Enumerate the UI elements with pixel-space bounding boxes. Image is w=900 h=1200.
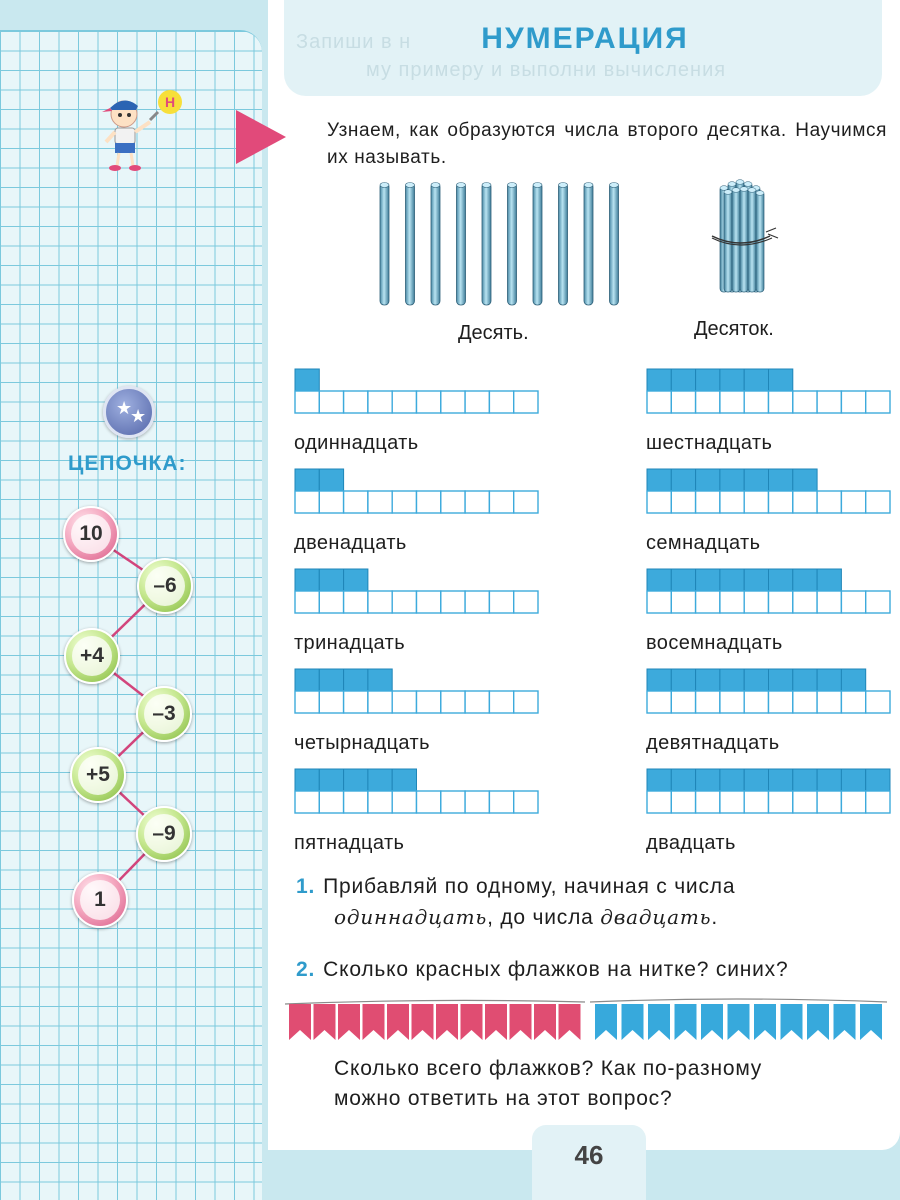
- number-word: одиннадцать: [294, 432, 419, 454]
- filled-cell: [841, 669, 865, 691]
- bundle-stick-top: [736, 180, 744, 185]
- empty-cell: [769, 691, 793, 713]
- empty-cell: [696, 491, 720, 513]
- empty-cell: [319, 491, 343, 513]
- empty-cell: [368, 491, 392, 513]
- empty-cell: [817, 691, 841, 713]
- bundle-stick-top: [724, 190, 732, 195]
- filled-cell: [720, 369, 744, 391]
- blue-flag: [595, 1004, 617, 1040]
- empty-cell: [392, 691, 416, 713]
- empty-cell: [392, 591, 416, 613]
- filled-cell: [769, 369, 793, 391]
- page-title: НУМЕРАЦИЯ: [481, 22, 689, 55]
- filled-cell: [793, 669, 817, 691]
- bundle-of-ten-illustration: [700, 172, 790, 307]
- task-2-followup: [334, 1054, 890, 1114]
- empty-cell: [489, 391, 513, 413]
- filled-cell: [744, 669, 768, 691]
- bundle-stick-top: [740, 187, 748, 192]
- chain-ball: [64, 628, 120, 684]
- cell-strip: [294, 768, 539, 814]
- red-flag: [461, 1004, 483, 1040]
- red-flag: [289, 1004, 311, 1040]
- filled-cell: [344, 669, 368, 691]
- red-flag: [363, 1004, 385, 1040]
- number-row-11: [294, 368, 539, 455]
- blue-flag: [675, 1004, 697, 1040]
- empty-cell: [671, 791, 695, 813]
- empty-cell: [489, 591, 513, 613]
- filled-cell: [696, 569, 720, 591]
- filled-cell: [671, 569, 695, 591]
- empty-cell: [319, 391, 343, 413]
- task-2-followup-line-1: Сколько всего флажков? Как по-разному: [334, 1057, 763, 1080]
- filled-cell: [295, 569, 319, 591]
- empty-cell: [841, 791, 865, 813]
- filled-cell: [793, 469, 817, 491]
- empty-cell: [720, 491, 744, 513]
- stars-badge-icon: ★ ★: [103, 386, 155, 438]
- blue-flag: [834, 1004, 856, 1040]
- filled-cell: [744, 569, 768, 591]
- red-flag: [314, 1004, 336, 1040]
- filled-cell: [744, 369, 768, 391]
- number-word: семнадцать: [646, 532, 761, 554]
- bundle-stick: [732, 188, 740, 292]
- task-2-followup-line-2: можно ответить на этот вопрос?: [334, 1087, 673, 1110]
- filled-cell: [817, 669, 841, 691]
- empty-cell: [866, 791, 890, 813]
- filled-cell: [720, 669, 744, 691]
- chain-ball: [70, 747, 126, 803]
- chain-ball-label: –3: [144, 694, 184, 734]
- empty-cell: [841, 691, 865, 713]
- empty-cell: [368, 591, 392, 613]
- blue-flag: [728, 1004, 750, 1040]
- cell-strip: [646, 568, 891, 614]
- blue-flag: [781, 1004, 803, 1040]
- stick: [533, 183, 542, 305]
- stick: [380, 183, 389, 305]
- empty-cell: [514, 791, 538, 813]
- empty-cell: [647, 691, 671, 713]
- chain-ball: [72, 872, 128, 928]
- empty-cell: [441, 691, 465, 713]
- filled-cell: [817, 569, 841, 591]
- empty-cell: [793, 591, 817, 613]
- empty-cell: [744, 391, 768, 413]
- empty-cell: [368, 791, 392, 813]
- empty-cell: [344, 691, 368, 713]
- chain-ball-label: 1: [80, 880, 120, 920]
- chain-ball-label: +5: [78, 755, 118, 795]
- filled-cell: [368, 769, 392, 791]
- empty-cell: [417, 591, 441, 613]
- empty-cell: [295, 791, 319, 813]
- stick-top: [533, 183, 542, 188]
- stick-top: [482, 183, 491, 188]
- empty-cell: [465, 591, 489, 613]
- chain-ball-label: +4: [72, 636, 112, 676]
- filled-cell: [671, 769, 695, 791]
- filled-cell: [319, 669, 343, 691]
- blue-flag: [701, 1004, 723, 1040]
- blue-flag: [807, 1004, 829, 1040]
- empty-cell: [696, 791, 720, 813]
- empty-cell: [368, 391, 392, 413]
- cell-strip: [294, 468, 539, 514]
- page-number: 46: [574, 1140, 604, 1170]
- empty-cell: [417, 791, 441, 813]
- filled-cell: [841, 769, 865, 791]
- empty-cell: [465, 791, 489, 813]
- cell-strip: [294, 568, 539, 614]
- stick: [610, 183, 619, 305]
- empty-cell: [441, 591, 465, 613]
- filled-cell: [319, 769, 343, 791]
- empty-cell: [866, 591, 890, 613]
- number-row-13: [294, 568, 539, 655]
- empty-cell: [514, 391, 538, 413]
- chain-ball: [63, 506, 119, 562]
- stick-top: [380, 183, 389, 188]
- empty-cell: [295, 691, 319, 713]
- faint-line-2: му примеру и выполни вычисления: [366, 59, 727, 81]
- filled-cell: [793, 569, 817, 591]
- empty-cell: [696, 591, 720, 613]
- empty-cell: [817, 591, 841, 613]
- empty-cell: [671, 491, 695, 513]
- empty-cell: [441, 491, 465, 513]
- empty-cell: [417, 391, 441, 413]
- empty-cell: [392, 491, 416, 513]
- number-row-20: [646, 768, 891, 855]
- empty-cell: [441, 391, 465, 413]
- stick: [482, 183, 491, 305]
- filled-cell: [647, 769, 671, 791]
- filled-cell: [769, 669, 793, 691]
- task-1-em-start: одиннадцать: [334, 905, 488, 929]
- task-1: [296, 872, 892, 933]
- chain-ball-label: –6: [145, 566, 185, 606]
- filled-cell: [295, 369, 319, 391]
- empty-cell: [489, 691, 513, 713]
- bundle-stick: [740, 187, 748, 292]
- empty-cell: [465, 391, 489, 413]
- stick: [406, 183, 415, 305]
- empty-cell: [441, 791, 465, 813]
- filled-cell: [295, 769, 319, 791]
- cell-strip: [646, 768, 891, 814]
- empty-cell: [514, 591, 538, 613]
- stick-top: [457, 183, 466, 188]
- task-1-text-b: , до числа: [487, 906, 601, 929]
- filled-cell: [769, 769, 793, 791]
- empty-cell: [696, 391, 720, 413]
- empty-cell: [744, 691, 768, 713]
- empty-cell: [744, 491, 768, 513]
- empty-cell: [417, 691, 441, 713]
- empty-cell: [465, 691, 489, 713]
- empty-cell: [647, 491, 671, 513]
- filled-cell: [720, 569, 744, 591]
- filled-cell: [392, 769, 416, 791]
- empty-cell: [514, 691, 538, 713]
- chain-ball-label: –9: [144, 814, 184, 854]
- filled-cell: [295, 469, 319, 491]
- empty-cell: [295, 591, 319, 613]
- empty-cell: [319, 691, 343, 713]
- empty-cell: [344, 391, 368, 413]
- number-word: девятнадцать: [646, 732, 780, 754]
- red-flag: [338, 1004, 360, 1040]
- number-word: двенадцать: [294, 532, 407, 554]
- task-1-number: 1.: [296, 875, 316, 898]
- bundle-stick: [748, 188, 756, 292]
- blue-flag: [754, 1004, 776, 1040]
- chain-ball: [136, 806, 192, 862]
- empty-cell: [514, 491, 538, 513]
- empty-cell: [368, 691, 392, 713]
- filled-cell: [696, 369, 720, 391]
- number-word: тринадцать: [294, 632, 406, 654]
- empty-cell: [417, 491, 441, 513]
- filled-cell: [647, 569, 671, 591]
- cell-strip: [646, 368, 891, 414]
- chain-label: ЦЕПОЧКА:: [68, 452, 187, 475]
- boy-character-icon: [100, 88, 190, 173]
- empty-cell: [841, 591, 865, 613]
- red-flag: [510, 1004, 532, 1040]
- task-2-number: 2.: [296, 958, 316, 981]
- filled-cell: [696, 469, 720, 491]
- filled-cell: [368, 669, 392, 691]
- empty-cell: [295, 491, 319, 513]
- faint-line-1: Запиши в н: [296, 31, 412, 53]
- filled-cell: [696, 669, 720, 691]
- empty-cell: [671, 391, 695, 413]
- filled-cell: [696, 769, 720, 791]
- cell-strip: [646, 468, 891, 514]
- empty-cell: [841, 491, 865, 513]
- stick: [584, 183, 593, 305]
- blue-flag: [648, 1004, 670, 1040]
- empty-cell: [344, 591, 368, 613]
- stick-top: [406, 183, 415, 188]
- filled-cell: [720, 469, 744, 491]
- flag-garland: [285, 996, 890, 1046]
- red-flag: [387, 1004, 409, 1040]
- empty-cell: [744, 791, 768, 813]
- filled-cell: [647, 369, 671, 391]
- stick-top: [508, 183, 517, 188]
- empty-cell: [720, 591, 744, 613]
- number-word: четырнадцать: [294, 732, 430, 754]
- filled-cell: [769, 469, 793, 491]
- number-row-16: [646, 368, 891, 455]
- empty-cell: [769, 591, 793, 613]
- filled-cell: [295, 669, 319, 691]
- empty-cell: [769, 791, 793, 813]
- filled-cell: [671, 469, 695, 491]
- empty-cell: [696, 691, 720, 713]
- empty-cell: [793, 391, 817, 413]
- number-row-17: [646, 468, 891, 555]
- stick-top: [559, 183, 568, 188]
- task-1-text: Прибавляй по одному, начиная с числа: [323, 875, 736, 898]
- empty-cell: [671, 691, 695, 713]
- filled-cell: [866, 769, 890, 791]
- stick: [508, 183, 517, 305]
- character-badge-letter: Н: [164, 94, 176, 110]
- empty-cell: [866, 691, 890, 713]
- number-word: шестнадцать: [646, 432, 773, 454]
- empty-cell: [720, 791, 744, 813]
- empty-cell: [344, 491, 368, 513]
- empty-cell: [319, 591, 343, 613]
- filled-cell: [769, 569, 793, 591]
- number-word: восемнадцать: [646, 632, 783, 654]
- empty-cell: [647, 791, 671, 813]
- task-2-text: Сколько красных флажков на нитке? синих?: [323, 958, 789, 981]
- empty-cell: [489, 491, 513, 513]
- filled-cell: [817, 769, 841, 791]
- filled-cell: [671, 369, 695, 391]
- empty-cell: [671, 591, 695, 613]
- stick-top: [584, 183, 593, 188]
- filled-cell: [319, 569, 343, 591]
- empty-cell: [720, 691, 744, 713]
- stick: [431, 183, 440, 305]
- bundle-stick-top: [744, 182, 752, 187]
- ten-sticks-illustration: [370, 175, 630, 310]
- chain-ball: [136, 686, 192, 742]
- stick: [559, 183, 568, 305]
- bundle-stick-top: [748, 188, 756, 193]
- chain-ball: [137, 558, 193, 614]
- number-row-14: [294, 668, 539, 755]
- empty-cell: [344, 791, 368, 813]
- cell-strip: [294, 668, 539, 714]
- bundle-stick-top: [728, 182, 736, 187]
- filled-cell: [793, 769, 817, 791]
- empty-cell: [841, 391, 865, 413]
- filled-cell: [344, 569, 368, 591]
- empty-cell: [866, 391, 890, 413]
- number-row-15: [294, 768, 539, 855]
- empty-cell: [866, 491, 890, 513]
- empty-cell: [817, 791, 841, 813]
- empty-cell: [295, 391, 319, 413]
- filled-cell: [344, 769, 368, 791]
- red-flag: [412, 1004, 434, 1040]
- caption-ten: Десять.: [458, 322, 529, 344]
- filled-cell: [744, 469, 768, 491]
- empty-cell: [793, 491, 817, 513]
- chain-ball-label: 10: [71, 514, 111, 554]
- intro-text: Узнаем, как образуются числа второго десятка. Научимся их называть.: [327, 120, 887, 168]
- empty-cell: [647, 591, 671, 613]
- number-row-19: [646, 668, 891, 755]
- task-2: [296, 955, 892, 985]
- empty-cell: [769, 491, 793, 513]
- stick: [457, 183, 466, 305]
- empty-cell: [392, 791, 416, 813]
- number-word: двадцать: [646, 832, 736, 854]
- blue-flag: [860, 1004, 882, 1040]
- task-1-em-end: двадцать: [600, 905, 712, 929]
- filled-cell: [647, 669, 671, 691]
- number-word: пятнадцать: [294, 832, 405, 854]
- red-flag: [559, 1004, 581, 1040]
- empty-cell: [465, 491, 489, 513]
- cell-strip: [646, 668, 891, 714]
- arrow-icon: [236, 110, 286, 164]
- stick-top: [431, 183, 440, 188]
- bundle-stick-top: [756, 191, 764, 196]
- filled-cell: [744, 769, 768, 791]
- bundle-stick-top: [732, 188, 740, 193]
- red-flag: [534, 1004, 556, 1040]
- red-flag: [485, 1004, 507, 1040]
- empty-cell: [793, 691, 817, 713]
- number-row-18: [646, 568, 891, 655]
- empty-cell: [817, 391, 841, 413]
- task-1-text-c: .: [711, 906, 718, 929]
- blue-flag: [622, 1004, 644, 1040]
- caption-bundle: Десяток.: [694, 318, 774, 340]
- empty-cell: [720, 391, 744, 413]
- stick-top: [610, 183, 619, 188]
- empty-cell: [489, 791, 513, 813]
- empty-cell: [817, 491, 841, 513]
- red-flag: [436, 1004, 458, 1040]
- filled-cell: [647, 469, 671, 491]
- empty-cell: [392, 391, 416, 413]
- empty-cell: [793, 791, 817, 813]
- empty-cell: [319, 791, 343, 813]
- number-row-12: [294, 468, 539, 555]
- filled-cell: [720, 769, 744, 791]
- empty-cell: [769, 391, 793, 413]
- cell-strip: [294, 368, 539, 414]
- empty-cell: [647, 391, 671, 413]
- filled-cell: [319, 469, 343, 491]
- filled-cell: [671, 669, 695, 691]
- empty-cell: [744, 591, 768, 613]
